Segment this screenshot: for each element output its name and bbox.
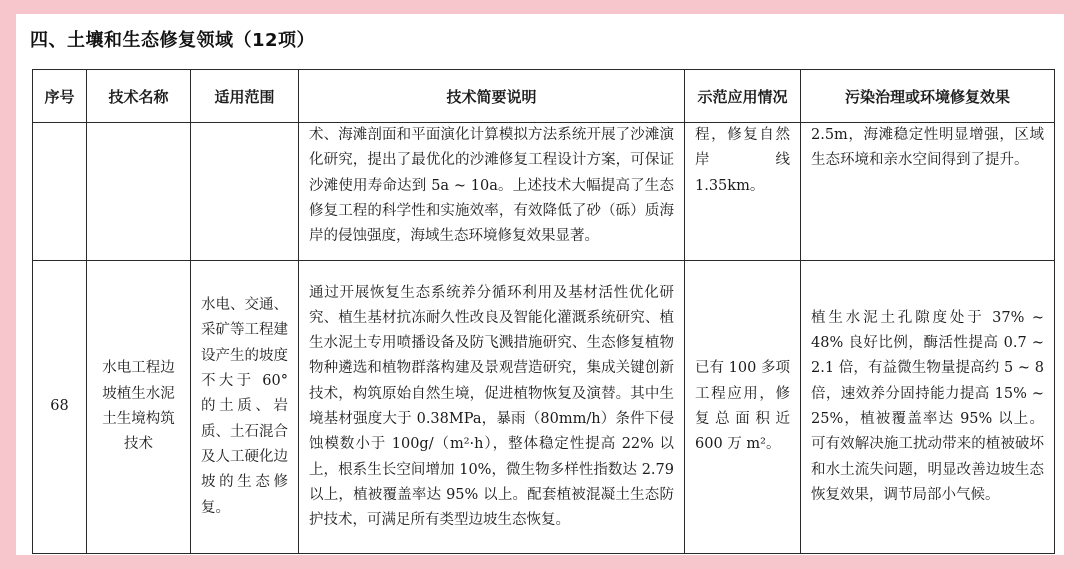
cell-effect: 2.5m，海滩稳定性明显增强，区域生态环境和亲水空间得到了提升。	[801, 123, 1055, 261]
cell-effect: 植生水泥土孔隙度处于 37% ~ 48% 良好比例，酶活性提高 0.7 ~ 2.1 倍，有益微生物量提高约 5 ~ 8 倍，速效养分固持能力提高 15% ~ 25%，植被覆盖率达 95% 以上。可有效解决施工扰动带来的植被破坏和水土流失问题，明显改善边坡生态恢复效果，调节局部小气候。	[801, 261, 1055, 554]
header-application: 示范应用情况	[685, 70, 801, 123]
cell-scope: 水电、交通、采矿等工程建设产生的坡度不大于 60° 的土质、岩质、土石混合及人工硬化边坡的生态修复。	[191, 261, 299, 554]
cell-scope	[191, 123, 299, 261]
cell-application: 程，修复自然岸线 1.35km。	[685, 123, 801, 261]
cell-tech-name	[87, 123, 191, 261]
cell-description: 术、海滩剖面和平面演化计算模拟方法系统开展了沙滩演化研究，提出了最优化的沙滩修复工程设计方案，可保证沙滩使用寿命达到 5a ~ 10a。上述技术大幅提高了生态修复工程的科学性和实施效率，有效降低了砂（砾）质海岸的侵蚀强度，海域生态环境修复效果显著。	[299, 123, 685, 261]
header-description: 技术简要说明	[299, 70, 685, 123]
table-row	[33, 261, 1055, 554]
document-page	[16, 14, 1064, 555]
cell-index	[33, 123, 87, 261]
table-row	[33, 123, 1055, 261]
header-scope: 适用范围	[191, 70, 299, 123]
technology-table	[32, 69, 1055, 554]
header-tech-name: 技术名称	[87, 70, 191, 123]
header-index: 序号	[33, 70, 87, 123]
header-effect: 污染治理或环境修复效果	[801, 70, 1055, 123]
cell-application: 已有 100 多项工程应用，修复总面积近 600 万 m²。	[685, 261, 801, 554]
section-title: 四、土壤和生态修复领域（12项）	[30, 30, 316, 51]
table-header-row	[33, 70, 1055, 123]
cell-description: 通过开展恢复生态系统养分循环利用及基材活性优化研究、植生基材抗冻耐久性改良及智能化灌溉系统研究、植生水泥土专用喷播设备及防飞溅措施研究、生态修复植物物种遴选和植物群落构建及景观营造研究，集成关键创新技术，构筑原始自然生境，促进植物恢复及演替。其中生境基材强度大于 0.38MPa，暴雨（80mm/h）条件下侵蚀模数小于 100g/（m²·h），整体稳定性提高 22% 以上，根系生长空间增加 10%，微生物多样性指数达 2.79 以上，植被覆盖率达 95% 以上。配套植被混凝土生态防护技术，可满足所有类型边坡生态恢复。	[299, 261, 685, 554]
cell-index: 68	[33, 261, 87, 554]
cell-tech-name: 水电工程边坡植生水泥土生境构筑技术	[87, 261, 191, 554]
